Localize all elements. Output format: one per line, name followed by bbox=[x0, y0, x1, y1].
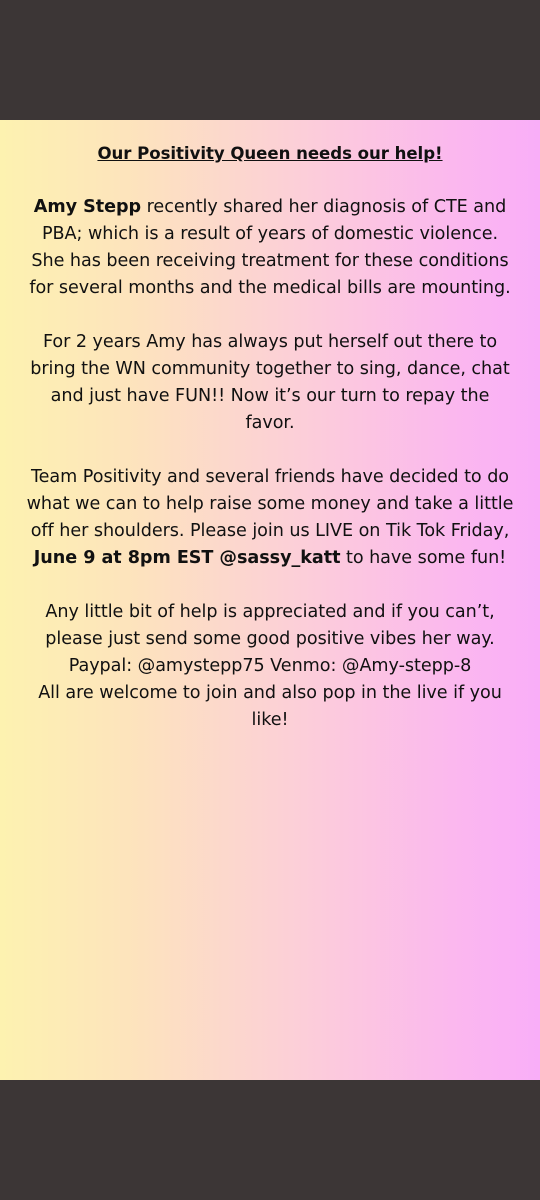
flyer-heading: Our Positivity Queen needs our help! bbox=[97, 144, 443, 163]
line: what we can to help raise some money and take a little bbox=[26, 494, 514, 514]
line: Any little bit of help is appreciated and if you can’t, bbox=[45, 602, 495, 622]
line bbox=[2, 545, 538, 572]
line-text: recently shared her diagnosis of CTE and bbox=[141, 197, 507, 217]
line: please just send some good positive vibes her way. bbox=[45, 629, 495, 649]
line: bring the WN community together to sing, dance, chat bbox=[30, 359, 510, 379]
top-letterbox-bar bbox=[0, 0, 540, 120]
line: like! bbox=[251, 710, 289, 730]
line: favor. bbox=[245, 413, 295, 433]
line: and just have FUN!! Now it’s our turn to repay the bbox=[50, 386, 490, 406]
line-text: to have some fun! bbox=[340, 548, 507, 568]
line: Team Positivity and several friends have decided to do bbox=[30, 467, 510, 487]
line: PBA; which is a result of years of domestic violence. bbox=[41, 224, 499, 244]
line bbox=[2, 194, 538, 221]
line: For 2 years Amy has always put herself out there to bbox=[42, 332, 498, 352]
line: for several months and the medical bills are mounting. bbox=[29, 278, 511, 298]
paragraph-event bbox=[0, 464, 540, 572]
paragraph-community bbox=[0, 329, 540, 437]
flyer-text bbox=[0, 140, 540, 761]
bottom-letterbox-bar bbox=[0, 1080, 540, 1200]
line: off her shoulders. Please join us LIVE on Tik Tok Friday, bbox=[30, 521, 510, 541]
line: She has been receiving treatment for these conditions bbox=[31, 251, 509, 271]
line: All are welcome to join and also pop in the live if you bbox=[38, 683, 502, 703]
event-details: June 9 at 8pm EST @sassy_katt bbox=[33, 548, 341, 568]
paragraph-donate bbox=[0, 599, 540, 734]
name-amy-stepp: Amy Stepp bbox=[33, 197, 142, 217]
payment-handles: Paypal: @amystepp75 Venmo: @Amy-stepp-8 bbox=[68, 656, 472, 676]
paragraph-diagnosis bbox=[0, 194, 540, 302]
